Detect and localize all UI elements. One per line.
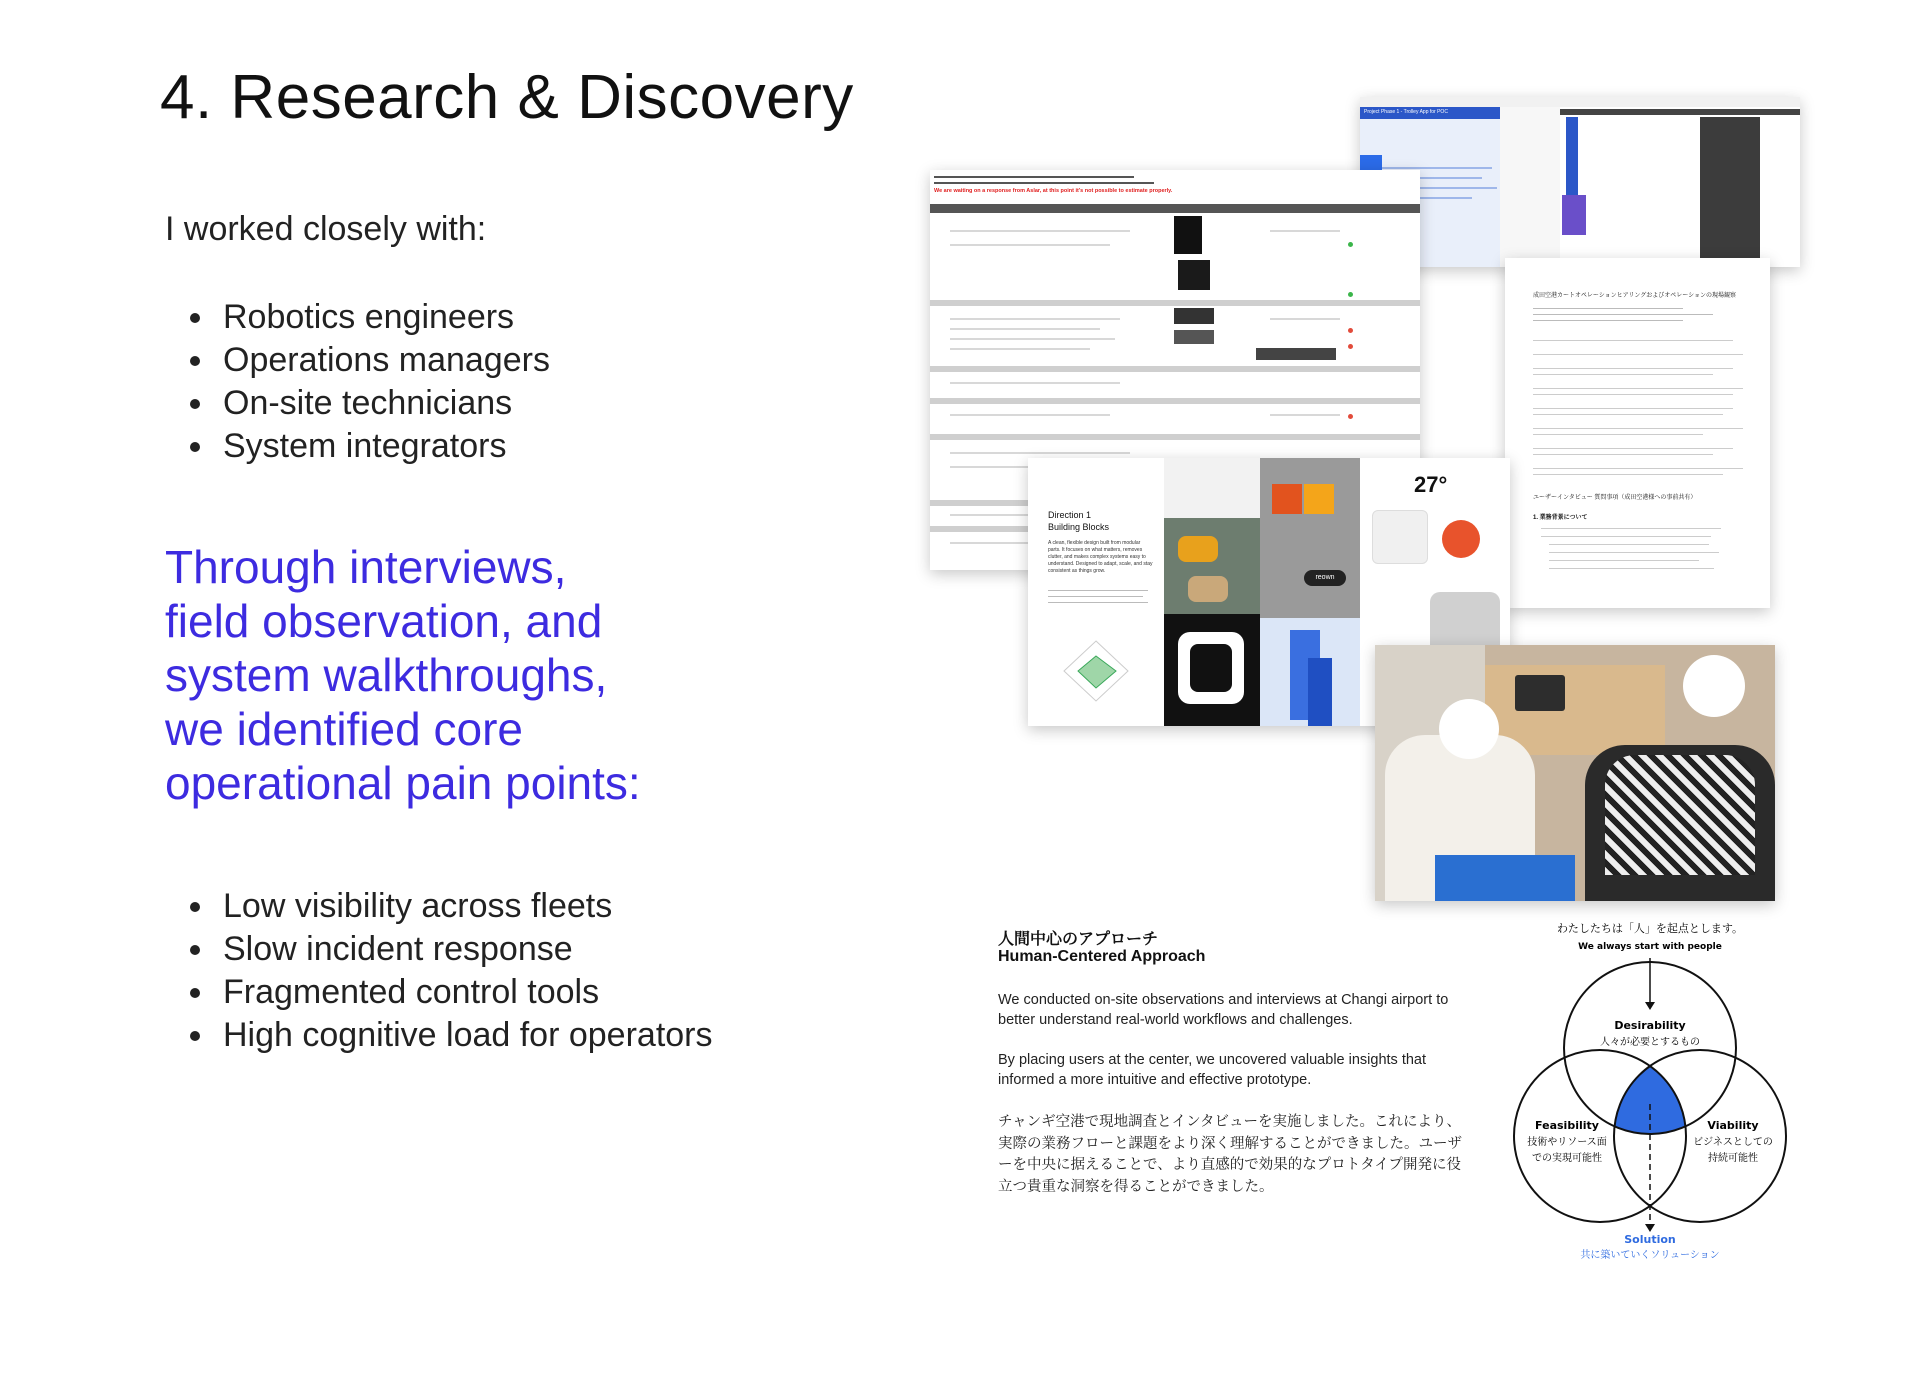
jdoc-title: 成田空港カートオペレーションヒアリングおよびオペレーションの現場観察 [1533,293,1736,299]
jdoc-section: ユーザーインタビュー 質問事項（成田空港様への事前共有） [1533,495,1697,501]
spreadsheet-warning: We are waiting on a response from Aslar, at this point it's not possible to estimate properly. [934,188,1173,194]
gantt-spreadsheet-image [1360,97,1800,267]
hca-title-jp: 人間中心のアプローチ [998,931,1159,948]
viability-label: Viability [1707,1119,1759,1132]
hca-paragraph: We conducted on-site observations and interviews at Changi airport to better understand real-world workflows and challenges. [998,992,1449,1028]
hca-paragraph-jp: チャンギ空港で現地調査とインタビューを実施しました。これにより、実際の業務フローと課題をより深く理解することができました。ユーザーを中央に据えることで、より直感的で効果的なプロトタイプ開発に役立つ貴重な洞察を得ることができました。 [998,1114,1462,1195]
venn-top-en: We always start with people [1578,942,1722,952]
statement-line: operational pain points: [165,757,641,809]
page-title: 4. Research & Discovery [160,63,854,132]
desirability-label-jp: 人々が必要とするもの [1600,1037,1700,1048]
list-item: • On-site technicians [217,382,550,425]
list-item: • High cognitive load for operators [217,1014,713,1057]
desirability-label: Desirability [1614,1019,1686,1032]
pain-point-list [165,885,713,1057]
statement-line: system walkthroughs, [165,649,608,701]
feasibility-label-jp: 技術やリソース面 [1527,1137,1607,1148]
field-observation-photo [1375,645,1775,901]
collaborator-list [165,296,550,468]
mood-heading: Direction 1 [1048,510,1092,520]
hca-paragraph: By placing users at the center, we uncovered valuable insights that informed a more intuitive and effective prototype. [998,1052,1427,1088]
radar-chart-image [1056,636,1136,706]
viability-label-jp: 持続可能性 [1708,1153,1758,1164]
list-item: • Low visibility across fleets [217,885,713,928]
feasibility-circle [1514,1050,1686,1222]
list-item: • Operations managers [217,339,550,382]
list-item: • Robotics engineers [217,296,550,339]
solution-label-jp: 共に築いていくソリューション [1580,1250,1720,1261]
mood-temperature: 27° [1414,472,1448,497]
viability-circle [1614,1050,1786,1222]
viability-label-jp: ビジネスとしての [1693,1137,1773,1148]
mood-brand: reown [1304,570,1346,586]
feasibility-label: Feasibility [1535,1119,1599,1132]
mood-subheading: Building Blocks [1048,522,1110,532]
list-item: • Slow incident response [217,928,713,971]
jdoc-subsection: 1. 業務背景について [1533,515,1588,521]
solution-label: Solution [1624,1233,1676,1246]
mood-body: A clean, flexible design built from modular parts. It focuses on what matters, removes clutter, and makes complex systems easy to understand. Designed to adapt, scale, and stay consistent as things grow. [1048,540,1153,574]
list-item: • Fragmented control tools [217,971,713,1014]
highlight-statement [165,540,805,810]
venn-diagram [1500,918,1800,1263]
hca-title-en: Human-Centered Approach [998,948,1206,965]
statement-line: we identified core [165,703,523,755]
gantt-header: Project Phase 1 - Trolley App for POC [1364,109,1448,115]
venn-top-jp: わたしたちは「人」を起点とします。 [1556,922,1744,935]
statement-line: Through interviews, [165,541,567,593]
list-item: • System integrators [217,425,550,468]
feasibility-label-jp: での実現可能性 [1532,1153,1602,1164]
statement-line: field observation, and [165,595,603,647]
intro-text: I worked closely with: [165,210,487,248]
interview-document-image [1505,258,1770,608]
